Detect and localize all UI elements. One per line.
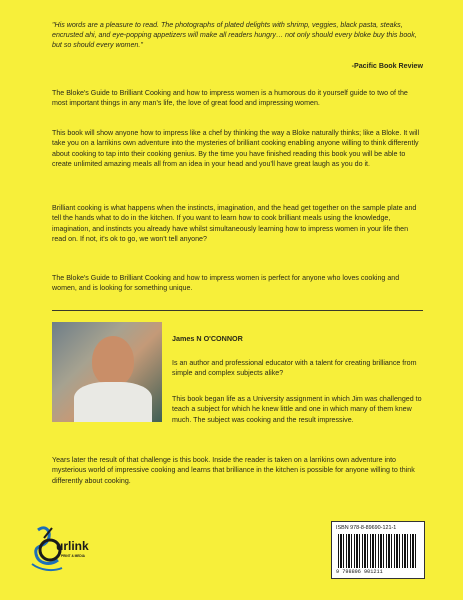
publisher-subtitle: PRINT & MEDIA — [61, 554, 85, 558]
back-cover-quote: "His words are a pleasure to read. The photographs of plated delights with shrimp, veggies, black pasta, steaks, encrusted ahi, and eye-popping appetizers will make all readers hungry… not only should every bloke buy this book, but so should every women." — [52, 21, 417, 50]
barcode-digits: 9 798896 901211 — [336, 569, 383, 575]
description-paragraph-3: Brilliant cooking is what happens when the instincts, imagination, and the head get together on the sample plate and tell the hands what to do in the kitchen. If you want to learn how to cook brilliant meals using the knowledge, imagination, and instincts you already have whilst simultaneously learning how to impress women in your life then read on. If not, it's ok to go, we won't tell anyone? — [52, 204, 417, 244]
section-divider — [52, 310, 423, 311]
description-paragraph-1: The Bloke's Guide to Brilliant Cooking and how to impress women is a humorous do it yourself guide to two of the most important things in any man's life, the love of great food and impressing women. — [52, 89, 408, 108]
description-paragraph-4: The Bloke's Guide to Brilliant Cooking and how to impress women is perfect for anyone who loves cooking and women, and is looking for something unique. — [52, 274, 400, 293]
author-photo-shirt — [74, 382, 152, 422]
closing-paragraph: Years later the result of that challenge is this book. Inside the reader is taken on a larrikins own adventure into mysterious world of impressive cooking and learns that brilliance in the kitchen is possible for anyone willing to think differently about cooking. — [52, 456, 415, 485]
barcode-bars — [338, 534, 418, 568]
author-bio-2: This book began life as a University assignment in which Jim was challenged to teach a subject for which he knew little and one in which many of them knew much. The subject was cooking and the result impressive. — [172, 395, 422, 424]
isbn-label: ISBN 978-8-89690-121-1 — [336, 525, 397, 531]
author-name: James N O'CONNOR — [172, 334, 243, 343]
publisher-name: urlink — [56, 539, 89, 553]
description-paragraph-2: This book will show anyone how to impress like a chef by thinking the way a Bloke naturally thinks; like a Bloke. It will take you on a larrikins own adventure into the mysteries of brilliant cooking enabling anyone willing to think differently about cooking to tap into their cooking genius. By the time you have finished reading this book you will be able to create unlimited amazing meals all from an idea in your head and you'll have great laugh as you do it. — [52, 129, 420, 169]
quote-source: -Pacific Book Review — [351, 62, 423, 70]
author-photo — [52, 322, 162, 422]
author-bio-1: Is an author and professional educator with a talent for creating brilliance from simple and complex subjects alike? — [172, 359, 417, 378]
author-photo-face — [92, 336, 134, 386]
isbn-barcode — [331, 521, 425, 579]
